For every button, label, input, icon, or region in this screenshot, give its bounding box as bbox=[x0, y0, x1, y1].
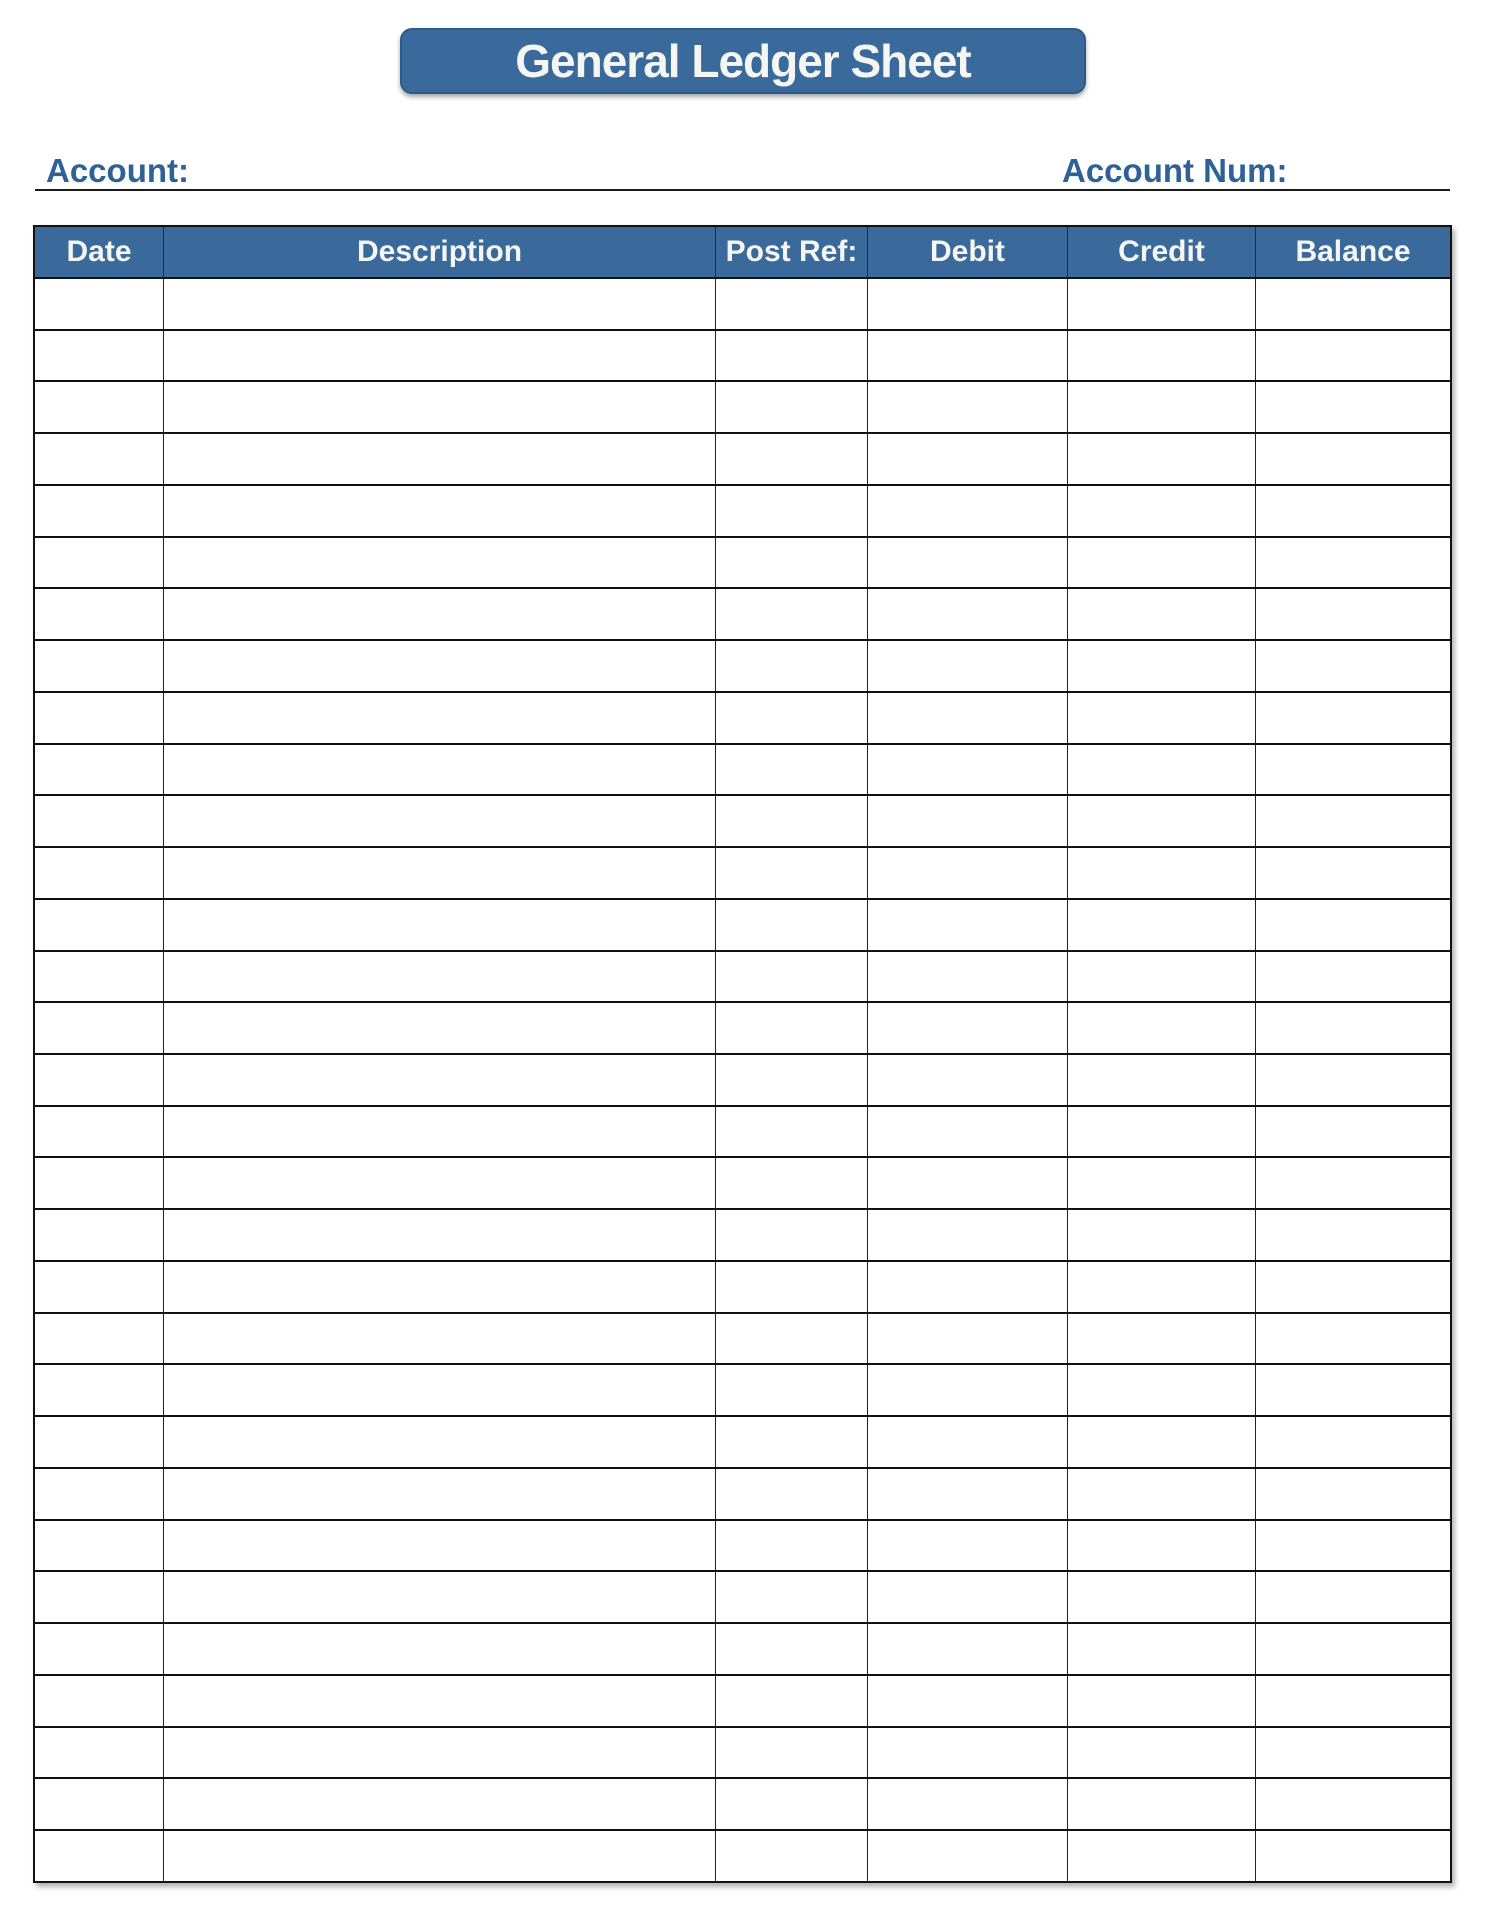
ledger-cell bbox=[868, 1831, 1068, 1881]
ledger-cell bbox=[1256, 1831, 1450, 1881]
ledger-cell bbox=[1068, 1365, 1256, 1415]
ledger-cell bbox=[1068, 1158, 1256, 1208]
ledger-cell bbox=[164, 1262, 716, 1312]
ledger-cell bbox=[1068, 1521, 1256, 1571]
ledger-cell bbox=[1068, 1676, 1256, 1726]
ledger-row-14 bbox=[35, 952, 1450, 1004]
header-date: Date bbox=[35, 227, 164, 277]
ledger-cell bbox=[1068, 486, 1256, 536]
ledger-row-8 bbox=[35, 641, 1450, 693]
ledger-row-27 bbox=[35, 1624, 1450, 1676]
ledger-row-5 bbox=[35, 486, 1450, 538]
ledger-cell bbox=[716, 1521, 868, 1571]
ledger-cell bbox=[868, 279, 1068, 329]
ledger-cell bbox=[1068, 745, 1256, 795]
ledger-cell bbox=[716, 382, 868, 432]
ledger-cell bbox=[164, 382, 716, 432]
ledger-cell bbox=[35, 486, 164, 536]
ledger-cell bbox=[164, 538, 716, 588]
ledger-cell bbox=[35, 1107, 164, 1157]
ledger-cell bbox=[716, 1003, 868, 1053]
ledger-cell bbox=[868, 1003, 1068, 1053]
ledger-cell bbox=[868, 693, 1068, 743]
ledger-cell bbox=[716, 1158, 868, 1208]
ledger-cell bbox=[868, 1107, 1068, 1157]
ledger-cell bbox=[164, 900, 716, 950]
page-title: General Ledger Sheet bbox=[515, 35, 971, 87]
ledger-cell bbox=[1068, 1055, 1256, 1105]
ledger-cell bbox=[868, 1158, 1068, 1208]
ledger-cell bbox=[35, 434, 164, 484]
ledger-cell bbox=[35, 1210, 164, 1260]
ledger-cell bbox=[1256, 1676, 1450, 1726]
ledger-cell bbox=[716, 279, 868, 329]
ledger-cell bbox=[1068, 331, 1256, 381]
ledger-cell bbox=[1256, 1365, 1450, 1415]
ledger-cell bbox=[1256, 1055, 1450, 1105]
ledger-cell bbox=[716, 1055, 868, 1105]
ledger-cell bbox=[35, 1779, 164, 1829]
ledger-cell bbox=[868, 486, 1068, 536]
ledger-cell bbox=[1068, 1417, 1256, 1467]
ledger-row-12 bbox=[35, 848, 1450, 900]
ledger-cell bbox=[1256, 848, 1450, 898]
ledger-cell bbox=[1068, 796, 1256, 846]
ledger-cell bbox=[1256, 382, 1450, 432]
ledger-cell bbox=[716, 589, 868, 639]
ledger-cell bbox=[716, 1107, 868, 1157]
ledger-cell bbox=[868, 1676, 1068, 1726]
ledger-cell bbox=[35, 848, 164, 898]
ledger-row-22 bbox=[35, 1365, 1450, 1417]
ledger-row-21 bbox=[35, 1314, 1450, 1366]
ledger-cell bbox=[35, 641, 164, 691]
ledger-cell bbox=[868, 1262, 1068, 1312]
ledger-cell bbox=[164, 434, 716, 484]
ledger-cell bbox=[1068, 279, 1256, 329]
ledger-cell bbox=[35, 952, 164, 1002]
ledger-cell bbox=[868, 796, 1068, 846]
ledger-cell bbox=[868, 1521, 1068, 1571]
ledger-cell bbox=[35, 1365, 164, 1415]
ledger-cell bbox=[1068, 382, 1256, 432]
ledger-cell bbox=[716, 1831, 868, 1881]
ledger-cell bbox=[1068, 1469, 1256, 1519]
ledger-cell bbox=[164, 848, 716, 898]
header-balance: Balance bbox=[1295, 235, 1411, 268]
ledger-cell bbox=[868, 331, 1068, 381]
ledger-cell bbox=[35, 745, 164, 795]
ledger-cell bbox=[1068, 1107, 1256, 1157]
ledger-cell bbox=[1068, 641, 1256, 691]
ledger-cell bbox=[1256, 1210, 1450, 1260]
ledger-cell bbox=[1256, 641, 1450, 691]
ledger-row-19 bbox=[35, 1210, 1450, 1262]
ledger-cell bbox=[1068, 1210, 1256, 1260]
account-num-label: Account Num: bbox=[1062, 152, 1288, 189]
ledger-cell bbox=[716, 848, 868, 898]
ledger-cell bbox=[164, 745, 716, 795]
ledger-cell bbox=[1068, 1572, 1256, 1622]
ledger-cell bbox=[716, 796, 868, 846]
ledger-cell bbox=[35, 1055, 164, 1105]
ledger-cell bbox=[1068, 1728, 1256, 1778]
ledger-cell bbox=[164, 1521, 716, 1571]
ledger-cell bbox=[716, 1314, 868, 1364]
ledger-cell bbox=[1256, 693, 1450, 743]
ledger-cell bbox=[716, 486, 868, 536]
ledger-cell bbox=[35, 1676, 164, 1726]
ledger-cell bbox=[868, 538, 1068, 588]
ledger-cell bbox=[716, 331, 868, 381]
ledger-cell bbox=[1256, 1158, 1450, 1208]
ledger-cell bbox=[35, 1262, 164, 1312]
ledger-cell bbox=[35, 796, 164, 846]
ledger-cell bbox=[164, 952, 716, 1002]
ledger-cell bbox=[716, 1624, 868, 1674]
ledger-row-3 bbox=[35, 382, 1450, 434]
ledger-cell bbox=[35, 900, 164, 950]
ledger-cell bbox=[868, 952, 1068, 1002]
ledger-cell bbox=[164, 1676, 716, 1726]
ledger-cell bbox=[716, 1417, 868, 1467]
ledger-cell bbox=[35, 1417, 164, 1467]
ledger-cell bbox=[868, 745, 1068, 795]
ledger-cell bbox=[35, 693, 164, 743]
ledger-cell bbox=[868, 382, 1068, 432]
ledger-cell bbox=[716, 1210, 868, 1260]
ledger-cell bbox=[1068, 538, 1256, 588]
ledger-cell bbox=[868, 589, 1068, 639]
account-fill-line bbox=[35, 189, 1450, 191]
ledger-cell bbox=[716, 1365, 868, 1415]
ledger-cell bbox=[1068, 589, 1256, 639]
ledger-cell bbox=[868, 1779, 1068, 1829]
ledger-cell bbox=[716, 1779, 868, 1829]
ledger-cell bbox=[1068, 1624, 1256, 1674]
ledger-row-20 bbox=[35, 1262, 1450, 1314]
ledger-row-31 bbox=[35, 1831, 1450, 1881]
ledger-cell bbox=[1256, 434, 1450, 484]
ledger-cell bbox=[1068, 1003, 1256, 1053]
ledger-row-2 bbox=[35, 331, 1450, 383]
ledger-cell bbox=[868, 900, 1068, 950]
account-label: Account: bbox=[46, 152, 189, 189]
ledger-cell bbox=[716, 900, 868, 950]
ledger-cell bbox=[35, 1314, 164, 1364]
ledger-table bbox=[33, 225, 1452, 1883]
ledger-cell bbox=[1068, 434, 1256, 484]
ledger-cell bbox=[716, 538, 868, 588]
ledger-cell bbox=[35, 1469, 164, 1519]
ledger-cell bbox=[35, 589, 164, 639]
ledger-cell bbox=[868, 1624, 1068, 1674]
ledger-cell bbox=[164, 693, 716, 743]
ledger-row-1 bbox=[35, 279, 1450, 331]
table-body bbox=[35, 279, 1450, 1881]
ledger-cell bbox=[1256, 1107, 1450, 1157]
ledger-cell bbox=[868, 1055, 1068, 1105]
ledger-cell bbox=[164, 1417, 716, 1467]
ledger-cell bbox=[1256, 1314, 1450, 1364]
ledger-cell bbox=[716, 1676, 868, 1726]
ledger-cell bbox=[868, 848, 1068, 898]
ledger-cell bbox=[1256, 279, 1450, 329]
ledger-cell bbox=[1256, 1469, 1450, 1519]
ledger-cell bbox=[35, 538, 164, 588]
ledger-cell bbox=[716, 641, 868, 691]
ledger-cell bbox=[1256, 1624, 1450, 1674]
ledger-cell bbox=[716, 1262, 868, 1312]
ledger-cell bbox=[35, 331, 164, 381]
ledger-cell bbox=[868, 1365, 1068, 1415]
ledger-row-10 bbox=[35, 745, 1450, 797]
ledger-row-17 bbox=[35, 1107, 1450, 1159]
ledger-cell bbox=[164, 486, 716, 536]
ledger-cell bbox=[1256, 745, 1450, 795]
ledger-cell bbox=[164, 1779, 716, 1829]
ledger-cell bbox=[164, 279, 716, 329]
ledger-cell bbox=[164, 1107, 716, 1157]
ledger-row-16 bbox=[35, 1055, 1450, 1107]
title-banner bbox=[400, 28, 1086, 94]
ledger-row-18 bbox=[35, 1158, 1450, 1210]
ledger-row-6 bbox=[35, 538, 1450, 590]
ledger-row-7 bbox=[35, 589, 1450, 641]
ledger-cell bbox=[716, 693, 868, 743]
ledger-row-23 bbox=[35, 1417, 1450, 1469]
ledger-cell bbox=[164, 641, 716, 691]
ledger-row-26 bbox=[35, 1572, 1450, 1624]
ledger-cell bbox=[164, 1831, 716, 1881]
ledger-cell bbox=[868, 1210, 1068, 1260]
ledger-cell bbox=[35, 279, 164, 329]
ledger-cell bbox=[1256, 796, 1450, 846]
ledger-cell bbox=[164, 1624, 716, 1674]
header-post-ref: Post Ref: bbox=[716, 227, 868, 277]
ledger-cell bbox=[35, 1003, 164, 1053]
ledger-cell bbox=[716, 1572, 868, 1622]
ledger-row-9 bbox=[35, 693, 1450, 745]
ledger-cell bbox=[164, 796, 716, 846]
ledger-row-29 bbox=[35, 1728, 1450, 1780]
header-description: Description bbox=[164, 227, 716, 277]
ledger-cell bbox=[164, 1572, 716, 1622]
ledger-cell bbox=[868, 1728, 1068, 1778]
ledger-cell bbox=[1068, 848, 1256, 898]
ledger-cell bbox=[164, 1469, 716, 1519]
ledger-cell bbox=[164, 1728, 716, 1778]
ledger-cell bbox=[716, 952, 868, 1002]
ledger-row-24 bbox=[35, 1469, 1450, 1521]
ledger-cell bbox=[716, 434, 868, 484]
ledger-row-30 bbox=[35, 1779, 1450, 1831]
ledger-cell bbox=[164, 1055, 716, 1105]
ledger-cell bbox=[868, 434, 1068, 484]
ledger-cell bbox=[164, 1210, 716, 1260]
ledger-cell bbox=[1068, 1314, 1256, 1364]
header-debit: Debit bbox=[868, 227, 1068, 277]
ledger-cell bbox=[868, 641, 1068, 691]
ledger-cell bbox=[1068, 900, 1256, 950]
header-credit: Credit bbox=[1068, 227, 1256, 277]
ledger-cell bbox=[1256, 1521, 1450, 1571]
ledger-cell bbox=[716, 1469, 868, 1519]
ledger-row-11 bbox=[35, 796, 1450, 848]
ledger-cell bbox=[35, 382, 164, 432]
ledger-cell bbox=[868, 1469, 1068, 1519]
ledger-row-4 bbox=[35, 434, 1450, 486]
ledger-cell bbox=[868, 1314, 1068, 1364]
ledger-cell bbox=[1256, 538, 1450, 588]
ledger-row-13 bbox=[35, 900, 1450, 952]
ledger-row-15 bbox=[35, 1003, 1450, 1055]
ledger-cell bbox=[1068, 1779, 1256, 1829]
ledger-cell bbox=[164, 1314, 716, 1364]
ledger-cell bbox=[868, 1572, 1068, 1622]
ledger-cell bbox=[1256, 1572, 1450, 1622]
ledger-cell bbox=[1068, 693, 1256, 743]
ledger-cell bbox=[35, 1158, 164, 1208]
ledger-cell bbox=[1256, 1779, 1450, 1829]
ledger-cell bbox=[1256, 1728, 1450, 1778]
ledger-cell bbox=[35, 1831, 164, 1881]
ledger-cell bbox=[1256, 900, 1450, 950]
ledger-cell bbox=[1256, 1417, 1450, 1467]
ledger-cell bbox=[716, 745, 868, 795]
ledger-cell bbox=[1256, 486, 1450, 536]
ledger-cell bbox=[1256, 1003, 1450, 1053]
ledger-cell bbox=[1256, 589, 1450, 639]
ledger-cell bbox=[1068, 952, 1256, 1002]
ledger-cell bbox=[1256, 331, 1450, 381]
ledger-cell bbox=[1068, 1831, 1256, 1881]
ledger-cell bbox=[868, 1417, 1068, 1467]
ledger-cell bbox=[1068, 1262, 1256, 1312]
ledger-cell bbox=[164, 589, 716, 639]
ledger-cell bbox=[164, 1003, 716, 1053]
table-header-row bbox=[35, 227, 1450, 279]
ledger-cell bbox=[164, 1158, 716, 1208]
ledger-cell bbox=[35, 1572, 164, 1622]
ledger-cell bbox=[716, 1728, 868, 1778]
ledger-cell bbox=[35, 1521, 164, 1571]
ledger-row-25 bbox=[35, 1521, 1450, 1573]
ledger-cell bbox=[164, 331, 716, 381]
ledger-cell bbox=[35, 1624, 164, 1674]
ledger-cell bbox=[1256, 1262, 1450, 1312]
ledger-row-28 bbox=[35, 1676, 1450, 1728]
ledger-cell bbox=[35, 1728, 164, 1778]
ledger-cell bbox=[164, 1365, 716, 1415]
ledger-cell bbox=[1256, 952, 1450, 1002]
